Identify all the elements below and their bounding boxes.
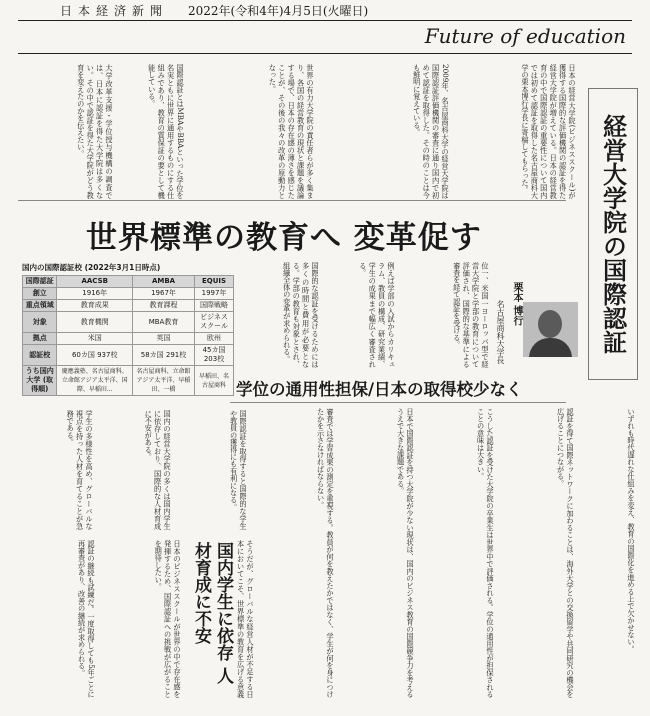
table-header-row bbox=[23, 276, 234, 288]
article-column: こうした認証を受けた大学院の卒業生は世界中で評価される。学位の通用性が担保されることの意味は大きい。 bbox=[476, 408, 495, 698]
lead-paragraph: 日本の経営大学院(ビジネススクール)が獲得する国際的な評価機関の認証を得た経営大学院が増えている。日本の経営教育の中で国際認証の重要性について国内では初めて認証を取得した名古屋商科大学の栗本博行学長に寄稿してもらった。 bbox=[520, 64, 577, 199]
masthead bbox=[60, 2, 620, 20]
article-closing: そうだが、グローバルな経営人材が不足する日本においてこそ、世界標準の教育を広げる意義 bbox=[236, 540, 255, 698]
article-column: 位一、米国一ヨーロッパ型で経営大学院と学部の教育について評価され、国際的な基準による審査を経て認証を受ける。 bbox=[452, 262, 490, 368]
table-row: 対象 教育機関 MBA教育 ビジネススクール bbox=[23, 312, 234, 333]
author-affiliation: 名古屋商科大学長 bbox=[496, 300, 505, 364]
article-column: 国際的な認証を受けるためには多くの時間と費用が必要となる。学部の教育も対象とされ、組織全体の変革が求められる。 bbox=[282, 262, 320, 368]
side-headline: 経営大学院の国際認証 bbox=[588, 88, 638, 380]
article-column: 国際認証とはMBAやBBAといった学位を名実ともに世界に通用するものにする仕組みであり、教育の質保証の要として機能している。 bbox=[147, 64, 185, 199]
article-column: 認証を得て国際ネットワークに加わることは、海外大学との交換留学や共同研究の機会を広げることにつながる。 bbox=[556, 408, 575, 698]
section-rule bbox=[18, 200, 566, 201]
lower-headline: 国内学生に依存 人材育成に不安 bbox=[191, 542, 233, 684]
issue-date: 2022年(令和4年)4月5日(火曜日) bbox=[188, 4, 369, 18]
article-column: 世界の有力大学院の責任者らが多く集まり、各国の経営教育の現状と課題を議論する場で、日本の存在感の薄さを感じたことが、その後の我々の改革の原動力となった。 bbox=[268, 64, 315, 199]
table-row: うち国内大学 (取得順) 慶應義塾、名古屋商科、立命館アジア太平洋、国際、早稲田... 名古屋商科、立命館アジア太平洋、早稲田、一橋 早稲田、名古屋商科 bbox=[23, 366, 234, 396]
author-name: 栗本 博行 bbox=[511, 282, 522, 326]
author-photo bbox=[523, 302, 578, 357]
table-header: 国際認証 bbox=[23, 276, 57, 288]
table-row: 拠点 米国 英国 欧州 bbox=[23, 333, 234, 345]
main-headline: 世界標準の教育へ 変革促す bbox=[86, 220, 482, 256]
table-row: 創立 1916年 1967年 1997年 bbox=[23, 288, 234, 300]
article-column: 日本のビジネススクールが世界の中で存在感を発揮するため、国際認証への挑戦が広がることを期待したい。 bbox=[154, 540, 182, 698]
table-title: 国内の国際認証校 (2022年3月1日時点) bbox=[22, 263, 161, 272]
series-rule bbox=[18, 53, 632, 54]
newspaper-name: 日本経済新聞 bbox=[60, 4, 169, 18]
article-column: いずれも時代遅れな仕組みを変え、教育の国際化を進める上で欠かせない。 bbox=[627, 408, 636, 653]
series-title: Future of education bbox=[424, 24, 626, 48]
certification-table bbox=[22, 275, 234, 396]
article-column: 日本で国際認証を持つ大学院が少ない現状は、国内のビジネス教育の国際競争力を考えるうえで大きな課題である。 bbox=[396, 408, 415, 698]
article-column: 認証の継続も試練だ。一度取得しても5年ごとに再審査があり、改善の継続が求められる。 bbox=[77, 540, 96, 698]
subheadline: 学位の通用性担保/日本の取得校少なく bbox=[236, 380, 523, 399]
table-header: EQUIS bbox=[195, 276, 234, 288]
table-row: 重点領域 教育成果 教育課程 国際戦略 bbox=[23, 300, 234, 312]
table-header: AMBA bbox=[132, 276, 194, 288]
masthead-rule bbox=[18, 20, 632, 21]
subheadline-rule bbox=[230, 402, 566, 403]
article-column: 国内の経営大学院の多くは国内学生に依存しており、国際的な人材育成に不安がある。 bbox=[144, 410, 172, 530]
article-column: 審査では学習成果の測定を重視する。教員が何を教えたかではなく、学生が何を身につけたかを示さなければならない。 bbox=[316, 408, 335, 698]
article-column: 国際認証を取得すると国際的な学生や教員の獲得にも有利になる。 bbox=[229, 410, 248, 530]
table-header: AACSB bbox=[57, 276, 133, 288]
table-row: 認証校 60カ国 937校 58カ国 291校 45カ国 203校 bbox=[23, 345, 234, 366]
article-column: 例えば学部の入試からカリキュラム、教員の構成、研究業績、学生の成果まで幅広く審査される。 bbox=[358, 262, 396, 368]
article-column: 大学改革支援・学位授与機構の調査では、日本に認証を得た大学院は多くない。その中で認証を得た大学院がどう教育を変えたのかを伝えたい。 bbox=[76, 64, 114, 199]
article-column: 2009年、名古屋商科大学の経営大学院は国際認証評価機関の審査に通り国内で初めて認証を取得した。その時のことは今も鮮明に覚えている。 bbox=[412, 64, 450, 199]
certification-table-box bbox=[22, 262, 234, 396]
article-column: 学生の多様性を高め、グローバルな視点を持った人材を育てることが急務である。 bbox=[66, 410, 94, 530]
